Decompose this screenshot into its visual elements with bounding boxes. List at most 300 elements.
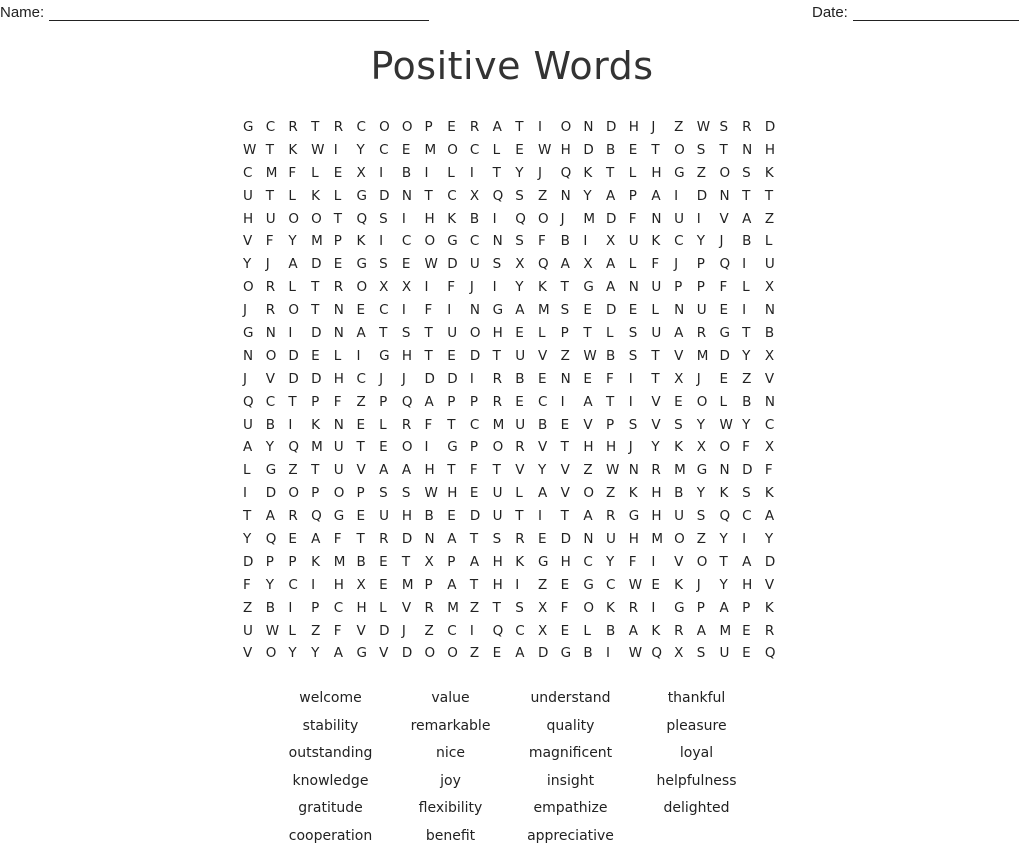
- grid-letter: W: [719, 414, 742, 437]
- grid-letter: E: [379, 574, 402, 597]
- grid-letter: A: [651, 185, 674, 208]
- grid-row: [243, 139, 788, 162]
- grid-letter: J: [470, 276, 493, 299]
- grid-letter: O: [447, 139, 470, 162]
- grid-letter: P: [470, 391, 493, 414]
- grid-letter: A: [606, 253, 629, 276]
- grid-letter: E: [334, 162, 357, 185]
- grid-row: [243, 253, 788, 276]
- grid-letter: A: [334, 642, 357, 665]
- grid-letter: S: [629, 414, 652, 437]
- grid-letter: M: [674, 459, 697, 482]
- grid-letter: A: [538, 482, 561, 505]
- grid-letter: G: [561, 642, 584, 665]
- grid-letter: O: [719, 162, 742, 185]
- grid-letter: Z: [583, 459, 606, 482]
- grid-letter: P: [470, 436, 493, 459]
- grid-letter: W: [629, 642, 652, 665]
- grid-letter: L: [311, 162, 334, 185]
- grid-letter: J: [674, 253, 697, 276]
- grid-letter: A: [606, 185, 629, 208]
- grid-letter: E: [515, 391, 538, 414]
- grid-letter: Y: [742, 414, 765, 437]
- word-bank-item: remarkable: [396, 714, 505, 742]
- grid-letter: E: [447, 505, 470, 528]
- grid-letter: R: [515, 528, 538, 551]
- grid-letter: E: [470, 482, 493, 505]
- grid-letter: Y: [719, 574, 742, 597]
- grid-letter: V: [356, 459, 379, 482]
- grid-letter: H: [334, 574, 357, 597]
- grid-letter: L: [493, 139, 516, 162]
- grid-letter: U: [470, 253, 493, 276]
- grid-letter: A: [583, 505, 606, 528]
- grid-letter: A: [629, 620, 652, 643]
- grid-letter: P: [334, 230, 357, 253]
- grid-letter: Z: [561, 345, 584, 368]
- grid-letter: T: [447, 459, 470, 482]
- grid-letter: U: [697, 299, 720, 322]
- grid-letter: V: [719, 208, 742, 231]
- grid-letter: D: [402, 528, 425, 551]
- grid-letter: T: [288, 391, 311, 414]
- grid-letter: K: [288, 139, 311, 162]
- grid-letter: U: [674, 208, 697, 231]
- grid-letter: C: [379, 299, 402, 322]
- grid-letter: I: [243, 482, 266, 505]
- grid-letter: S: [629, 345, 652, 368]
- grid-letter: L: [629, 253, 652, 276]
- grid-letter: K: [447, 208, 470, 231]
- grid-letter: D: [765, 116, 788, 139]
- grid-letter: O: [719, 436, 742, 459]
- grid-letter: T: [266, 185, 289, 208]
- grid-letter: H: [493, 574, 516, 597]
- grid-letter: D: [719, 345, 742, 368]
- grid-letter: E: [402, 139, 425, 162]
- grid-row: [243, 597, 788, 620]
- grid-letter: Q: [493, 620, 516, 643]
- grid-letter: I: [742, 299, 765, 322]
- grid-letter: H: [583, 436, 606, 459]
- grid-letter: G: [583, 276, 606, 299]
- grid-letter: V: [765, 574, 788, 597]
- grid-letter: K: [515, 551, 538, 574]
- grid-letter: F: [470, 459, 493, 482]
- grid-letter: I: [402, 299, 425, 322]
- grid-letter: L: [629, 162, 652, 185]
- grid-letter: I: [742, 253, 765, 276]
- grid-letter: T: [311, 116, 334, 139]
- grid-letter: X: [765, 276, 788, 299]
- grid-letter: H: [425, 208, 448, 231]
- grid-letter: L: [606, 322, 629, 345]
- grid-letter: L: [243, 459, 266, 482]
- grid-letter: Z: [674, 116, 697, 139]
- grid-letter: R: [606, 505, 629, 528]
- grid-letter: G: [674, 162, 697, 185]
- grid-letter: T: [493, 345, 516, 368]
- grid-letter: U: [334, 436, 357, 459]
- grid-letter: Q: [538, 253, 561, 276]
- word-bank-item: joy: [396, 769, 505, 797]
- grid-letter: I: [515, 574, 538, 597]
- grid-letter: K: [606, 597, 629, 620]
- grid-letter: Z: [697, 162, 720, 185]
- grid-letter: B: [742, 391, 765, 414]
- grid-letter: I: [651, 597, 674, 620]
- grid-letter: I: [742, 528, 765, 551]
- grid-letter: Z: [311, 620, 334, 643]
- grid-letter: D: [243, 551, 266, 574]
- grid-letter: I: [288, 597, 311, 620]
- grid-letter: P: [425, 574, 448, 597]
- grid-letter: K: [311, 414, 334, 437]
- grid-letter: Q: [651, 642, 674, 665]
- grid-letter: Y: [243, 528, 266, 551]
- grid-letter: O: [379, 116, 402, 139]
- grid-letter: O: [425, 642, 448, 665]
- grid-row: [243, 574, 788, 597]
- grid-letter: D: [379, 185, 402, 208]
- grid-letter: D: [583, 139, 606, 162]
- grid-letter: M: [697, 345, 720, 368]
- grid-letter: E: [311, 345, 334, 368]
- grid-letter: O: [266, 345, 289, 368]
- grid-letter: X: [538, 597, 561, 620]
- grid-letter: J: [266, 253, 289, 276]
- grid-letter: B: [606, 345, 629, 368]
- grid-letter: N: [719, 459, 742, 482]
- grid-letter: F: [334, 620, 357, 643]
- word-bank-item: empathize: [505, 796, 636, 824]
- grid-letter: K: [538, 276, 561, 299]
- grid-letter: T: [311, 299, 334, 322]
- grid-letter: N: [583, 116, 606, 139]
- grid-letter: H: [651, 482, 674, 505]
- grid-letter: P: [311, 482, 334, 505]
- word-bank-item: appreciative: [505, 824, 636, 851]
- grid-letter: Y: [515, 276, 538, 299]
- grid-letter: G: [356, 185, 379, 208]
- grid-letter: O: [402, 116, 425, 139]
- word-bank-item: delighted: [636, 796, 757, 824]
- grid-letter: R: [629, 597, 652, 620]
- grid-letter: P: [447, 391, 470, 414]
- grid-letter: M: [425, 139, 448, 162]
- grid-letter: S: [561, 299, 584, 322]
- grid-letter: H: [447, 482, 470, 505]
- grid-row: [243, 299, 788, 322]
- grid-letter: O: [561, 116, 584, 139]
- grid-letter: F: [742, 436, 765, 459]
- grid-letter: K: [311, 185, 334, 208]
- grid-letter: K: [765, 482, 788, 505]
- grid-row: [243, 162, 788, 185]
- grid-row: [243, 436, 788, 459]
- grid-letter: M: [402, 574, 425, 597]
- grid-letter: R: [288, 505, 311, 528]
- grid-letter: N: [470, 299, 493, 322]
- grid-row: [243, 230, 788, 253]
- grid-letter: T: [243, 505, 266, 528]
- grid-letter: O: [583, 482, 606, 505]
- grid-letter: E: [538, 528, 561, 551]
- grid-letter: N: [629, 276, 652, 299]
- grid-letter: H: [629, 116, 652, 139]
- grid-letter: W: [697, 116, 720, 139]
- grid-letter: V: [583, 414, 606, 437]
- grid-letter: Z: [765, 208, 788, 231]
- grid-letter: T: [742, 185, 765, 208]
- grid-letter: B: [765, 322, 788, 345]
- grid-letter: A: [288, 253, 311, 276]
- grid-letter: O: [697, 391, 720, 414]
- grid-letter: N: [402, 185, 425, 208]
- grid-letter: T: [651, 139, 674, 162]
- word-bank-item: outstanding: [265, 741, 396, 769]
- grid-letter: I: [425, 162, 448, 185]
- grid-letter: M: [334, 551, 357, 574]
- grid-letter: J: [561, 208, 584, 231]
- grid-letter: Y: [311, 642, 334, 665]
- grid-row: [243, 620, 788, 643]
- grid-letter: L: [742, 276, 765, 299]
- grid-letter: W: [311, 139, 334, 162]
- grid-letter: D: [425, 368, 448, 391]
- grid-letter: T: [356, 436, 379, 459]
- grid-letter: B: [538, 414, 561, 437]
- grid-letter: F: [447, 276, 470, 299]
- grid-letter: I: [651, 551, 674, 574]
- grid-letter: B: [606, 620, 629, 643]
- grid-letter: G: [334, 505, 357, 528]
- word-bank-item: insight: [505, 769, 636, 797]
- grid-letter: N: [334, 322, 357, 345]
- grid-letter: D: [288, 345, 311, 368]
- grid-letter: O: [356, 276, 379, 299]
- grid-letter: U: [719, 642, 742, 665]
- grid-letter: N: [651, 208, 674, 231]
- word-bank-item: understand: [505, 686, 636, 714]
- grid-letter: R: [425, 597, 448, 620]
- grid-letter: U: [243, 185, 266, 208]
- grid-row: [243, 414, 788, 437]
- grid-letter: Z: [697, 528, 720, 551]
- grid-letter: D: [447, 253, 470, 276]
- grid-letter: T: [493, 162, 516, 185]
- grid-letter: Y: [765, 528, 788, 551]
- grid-letter: H: [243, 208, 266, 231]
- grid-letter: R: [334, 276, 357, 299]
- grid-letter: J: [402, 620, 425, 643]
- grid-letter: O: [470, 322, 493, 345]
- grid-letter: N: [334, 299, 357, 322]
- grid-letter: B: [742, 230, 765, 253]
- grid-row: [243, 276, 788, 299]
- grid-letter: A: [742, 208, 765, 231]
- grid-letter: T: [425, 322, 448, 345]
- word-bank-item: helpfulness: [636, 769, 757, 797]
- grid-letter: A: [515, 642, 538, 665]
- grid-letter: T: [606, 162, 629, 185]
- grid-letter: I: [697, 208, 720, 231]
- grid-letter: J: [629, 436, 652, 459]
- grid-letter: V: [356, 620, 379, 643]
- grid-letter: U: [493, 505, 516, 528]
- grid-letter: R: [765, 620, 788, 643]
- grid-letter: I: [493, 208, 516, 231]
- grid-letter: X: [697, 436, 720, 459]
- grid-letter: S: [493, 528, 516, 551]
- grid-letter: P: [311, 391, 334, 414]
- grid-letter: E: [379, 551, 402, 574]
- grid-letter: V: [651, 414, 674, 437]
- grid-letter: I: [470, 162, 493, 185]
- name-field: [0, 4, 429, 21]
- date-blank-line: [853, 6, 1019, 21]
- grid-letter: E: [719, 368, 742, 391]
- grid-letter: I: [629, 368, 652, 391]
- grid-letter: A: [425, 391, 448, 414]
- grid-letter: L: [334, 185, 357, 208]
- grid-letter: V: [674, 551, 697, 574]
- grid-letter: A: [561, 253, 584, 276]
- grid-letter: C: [515, 620, 538, 643]
- grid-letter: Z: [538, 574, 561, 597]
- grid-letter: U: [243, 414, 266, 437]
- grid-letter: M: [538, 299, 561, 322]
- grid-letter: U: [334, 459, 357, 482]
- grid-letter: V: [402, 597, 425, 620]
- grid-letter: K: [583, 162, 606, 185]
- grid-letter: E: [379, 436, 402, 459]
- grid-letter: B: [266, 597, 289, 620]
- grid-letter: V: [538, 345, 561, 368]
- name-label: Name:: [0, 4, 44, 21]
- grid-letter: I: [334, 139, 357, 162]
- grid-letter: Y: [538, 459, 561, 482]
- grid-letter: P: [447, 551, 470, 574]
- grid-letter: D: [470, 505, 493, 528]
- grid-letter: Z: [470, 597, 493, 620]
- grid-letter: C: [379, 139, 402, 162]
- grid-row: [243, 368, 788, 391]
- grid-letter: F: [561, 597, 584, 620]
- grid-letter: K: [765, 597, 788, 620]
- grid-letter: C: [765, 414, 788, 437]
- grid-letter: M: [719, 620, 742, 643]
- grid-letter: L: [583, 620, 606, 643]
- grid-letter: L: [288, 276, 311, 299]
- grid-letter: Z: [538, 185, 561, 208]
- grid-letter: O: [311, 208, 334, 231]
- name-blank-line: [49, 6, 429, 21]
- grid-letter: W: [243, 139, 266, 162]
- grid-letter: Q: [402, 391, 425, 414]
- grid-letter: P: [425, 116, 448, 139]
- grid-letter: A: [765, 505, 788, 528]
- grid-row: [243, 482, 788, 505]
- grid-letter: X: [765, 345, 788, 368]
- grid-letter: D: [379, 620, 402, 643]
- grid-letter: B: [561, 230, 584, 253]
- grid-letter: T: [583, 322, 606, 345]
- grid-letter: J: [243, 368, 266, 391]
- grid-letter: T: [311, 459, 334, 482]
- grid-letter: B: [425, 505, 448, 528]
- grid-letter: R: [334, 116, 357, 139]
- grid-letter: D: [606, 299, 629, 322]
- grid-letter: X: [515, 253, 538, 276]
- grid-letter: V: [515, 459, 538, 482]
- grid-letter: Q: [266, 528, 289, 551]
- grid-letter: L: [288, 620, 311, 643]
- grid-letter: H: [606, 436, 629, 459]
- grid-letter: G: [697, 459, 720, 482]
- grid-letter: C: [402, 230, 425, 253]
- grid-letter: I: [470, 620, 493, 643]
- grid-letter: N: [334, 414, 357, 437]
- grid-letter: J: [538, 162, 561, 185]
- grid-letter: V: [243, 230, 266, 253]
- grid-letter: C: [266, 116, 289, 139]
- grid-letter: D: [742, 459, 765, 482]
- grid-letter: R: [651, 459, 674, 482]
- grid-letter: X: [765, 436, 788, 459]
- grid-letter: T: [493, 597, 516, 620]
- grid-letter: Y: [583, 185, 606, 208]
- grid-letter: I: [425, 276, 448, 299]
- grid-letter: A: [447, 574, 470, 597]
- grid-letter: W: [425, 253, 448, 276]
- grid-letter: S: [742, 162, 765, 185]
- grid-letter: I: [379, 230, 402, 253]
- grid-letter: R: [674, 620, 697, 643]
- word-bank-item: magnificent: [505, 741, 636, 769]
- grid-letter: A: [697, 620, 720, 643]
- grid-letter: U: [515, 345, 538, 368]
- grid-letter: K: [629, 482, 652, 505]
- grid-letter: X: [379, 276, 402, 299]
- grid-letter: B: [674, 482, 697, 505]
- word-bank-item: nice: [396, 741, 505, 769]
- grid-letter: T: [470, 528, 493, 551]
- grid-letter: G: [538, 551, 561, 574]
- grid-letter: A: [243, 436, 266, 459]
- grid-letter: O: [538, 208, 561, 231]
- grid-letter: L: [288, 185, 311, 208]
- grid-letter: K: [311, 551, 334, 574]
- grid-letter: R: [493, 368, 516, 391]
- grid-letter: O: [425, 230, 448, 253]
- grid-letter: N: [674, 299, 697, 322]
- grid-letter: S: [719, 116, 742, 139]
- grid-letter: I: [288, 414, 311, 437]
- grid-letter: I: [356, 345, 379, 368]
- grid-letter: A: [311, 528, 334, 551]
- word-bank-item: knowledge: [265, 769, 396, 797]
- grid-letter: U: [515, 414, 538, 437]
- grid-letter: A: [447, 528, 470, 551]
- grid-letter: U: [493, 482, 516, 505]
- grid-letter: I: [583, 230, 606, 253]
- grid-letter: H: [651, 162, 674, 185]
- grid-letter: U: [379, 505, 402, 528]
- grid-letter: C: [470, 414, 493, 437]
- grid-letter: P: [629, 185, 652, 208]
- grid-letter: T: [606, 391, 629, 414]
